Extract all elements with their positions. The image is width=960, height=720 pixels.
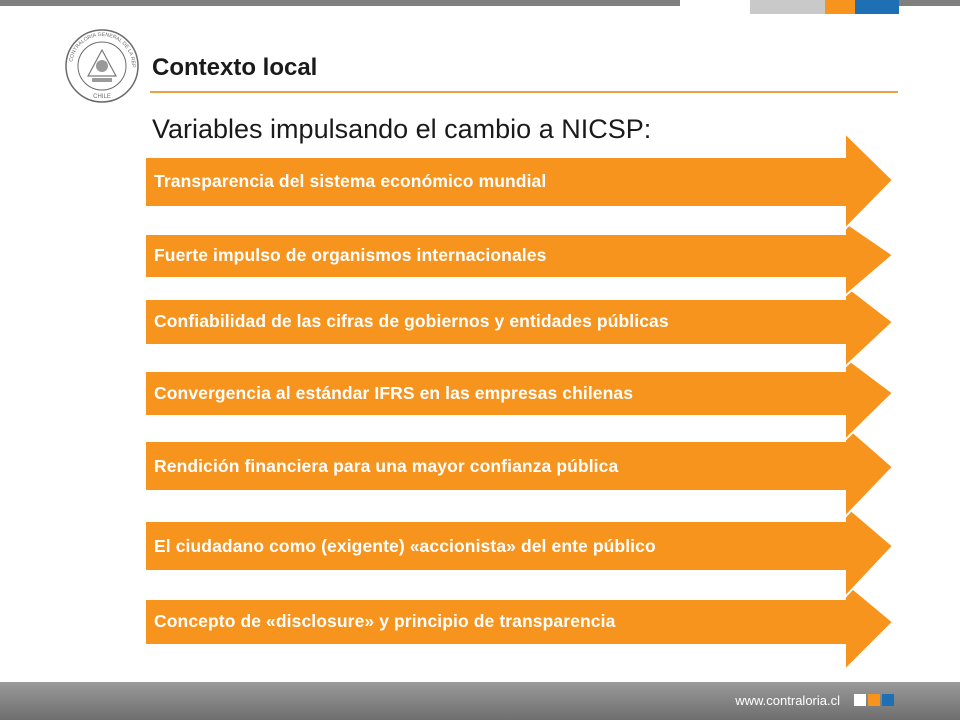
page-title: Contexto local bbox=[152, 54, 318, 81]
arrow-label-2: Fuerte impulso de organismos internacionales bbox=[154, 245, 547, 265]
arrow-label-5: Rendición financiera para una mayor confianza pública bbox=[154, 456, 619, 476]
svg-text:CHILE: CHILE bbox=[93, 94, 111, 100]
arrow-label-6: El ciudadano como (exigente) «accionista» del ente público bbox=[154, 536, 656, 556]
svg-text:CONTRALORIA GENERAL DE LA REPU: CONTRALORIA GENERAL DE LA REP bbox=[68, 31, 137, 68]
arrow-label-7: Concepto de «disclosure» y principio de transparencia bbox=[154, 611, 616, 631]
footer-square-orange bbox=[868, 694, 880, 706]
page-subtitle: Variables impulsando el cambio a NICSP: bbox=[152, 114, 652, 144]
footer-square-white bbox=[854, 694, 866, 706]
footer-square-blue bbox=[882, 694, 894, 706]
footer-bar bbox=[0, 682, 960, 720]
arrow-label-3: Confiabilidad de las cifras de gobiernos y entidades públicas bbox=[154, 311, 669, 331]
footer-url[interactable]: www.contraloria.cl bbox=[735, 693, 840, 708]
arrow-label-1: Transparencia del sistema económico mundial bbox=[154, 171, 547, 191]
arrow-label-4: Convergencia al estándar IFRS en las empresas chilenas bbox=[154, 383, 634, 403]
